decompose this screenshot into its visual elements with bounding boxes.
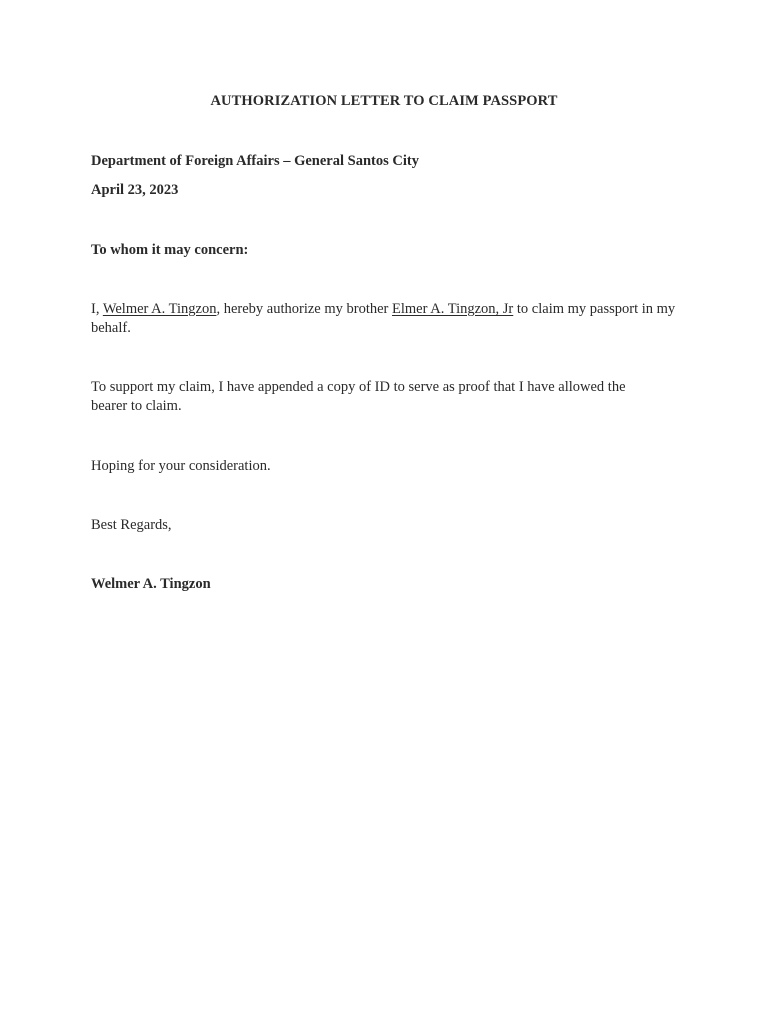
support-paragraph: To support my claim, I have appended a copy of ID to serve as proof that I have allowed the bearer to claim.	[91, 379, 626, 414]
closing-line: Best Regards,	[91, 517, 172, 533]
letter-title: AUTHORIZATION LETTER TO CLAIM PASSPORT	[210, 93, 558, 109]
signature-name: Welmer A. Tingzon	[91, 576, 211, 592]
grantor-name: Welmer A. Tingzon	[102, 301, 217, 317]
para1-prefix: I,	[91, 301, 103, 317]
letter-date: April 23, 2023	[91, 182, 179, 198]
recipient-office: Department of Foreign Affairs – General Santos City	[91, 153, 419, 169]
consideration-line: Hoping for your consideration.	[91, 458, 271, 474]
para1-suffix: to claim my passport in my behalf.	[91, 301, 676, 336]
salutation: To whom it may concern:	[91, 242, 249, 258]
para1-middle: , hereby authorize my brother	[216, 301, 393, 317]
authorization-paragraph	[91, 300, 687, 338]
grantee-name: Elmer A. Tingzon, Jr	[392, 301, 514, 317]
